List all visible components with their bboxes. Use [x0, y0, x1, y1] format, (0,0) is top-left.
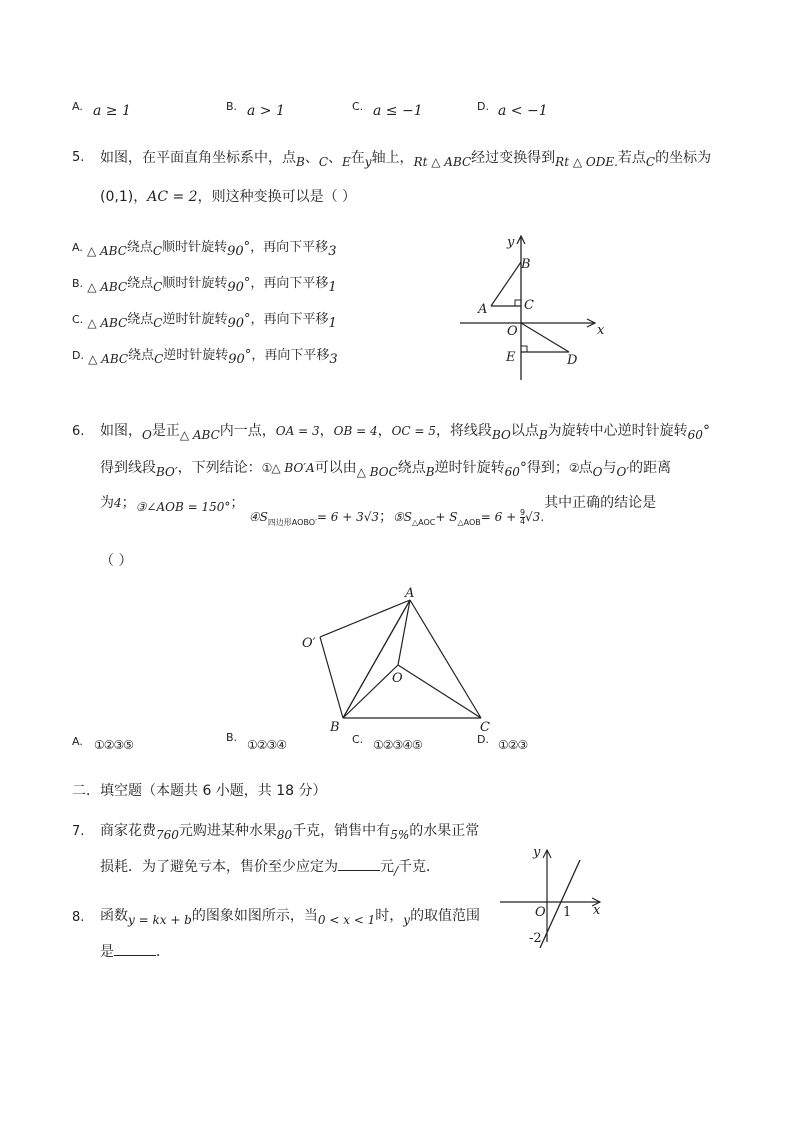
- q6-line-1: 如图，O是正△ ABC内一点，OA = 3，OB = 4，OC = 5，将线段BO以点B为旋转中心逆时针旋转60°: [100, 423, 710, 442]
- q6-segment-ac: [410, 600, 481, 718]
- q6-option-a-value: ①②③⑤: [94, 738, 134, 752]
- q8-line-2: 是 ．: [100, 944, 170, 960]
- q6-label-o-prime: O′: [302, 636, 316, 651]
- q6-option-b-letter: B.: [226, 731, 238, 744]
- q8-answer-blank[interactable]: [114, 943, 156, 956]
- q5-label-b: B: [521, 257, 531, 272]
- q8-line-1: 函数y = kx + b的图象如图所示，当0 < x < 1时，y的取值范围: [100, 908, 481, 927]
- q6-line-3: 为4；③∠AOB = 150°； $④S_{四边形AOBO'}= 6 + 3√3$；$⑤S_{\triangle AOC}+ S_{\triangle AOB}= 6$ + $\frac{9}{4}$ √3.其中正确的结论是: [100, 495, 657, 527]
- q6-label-b: B: [330, 720, 340, 735]
- q8-label-o: O: [535, 905, 546, 920]
- q4-option-d-value: a < −1: [498, 103, 548, 119]
- q5-figure: [455, 228, 615, 383]
- q6-segment-bo: [343, 665, 398, 718]
- q6-option-b-value: ①②③④: [247, 738, 287, 752]
- q6-label-a: A: [405, 586, 415, 601]
- q5-label-c: C: [524, 298, 534, 313]
- q6-label-c: C: [480, 720, 490, 735]
- q6-number: 6.: [72, 424, 85, 439]
- q6-label-o: O: [392, 671, 403, 686]
- q5-right-angle-e: [521, 346, 527, 352]
- q8-number: 8.: [72, 910, 85, 925]
- q6-option-d-value: ①②③: [498, 738, 528, 752]
- q4-option-d-letter: D.: [477, 100, 489, 113]
- q6-option-d-letter: D.: [477, 733, 489, 746]
- q5-segment-od: [521, 323, 569, 352]
- q4-option-b-value: a > 1: [247, 103, 285, 119]
- q5-option-a: A. △ ABC绕点C顺时针旋转90°，再向下平移3: [72, 240, 337, 259]
- q6-option-c-letter: C.: [352, 733, 364, 746]
- q5-label-a: A: [478, 302, 488, 317]
- q6-answer-bracket: （ ）: [100, 553, 133, 569]
- q5-segment-ab: [491, 262, 521, 306]
- q8-function-line: [540, 860, 580, 948]
- q4-option-b-letter: B.: [226, 100, 238, 113]
- q5-number: 5.: [72, 150, 85, 165]
- q8-label-y: y: [533, 845, 541, 860]
- q7-number: 7.: [72, 824, 85, 839]
- q5-label-d: D: [567, 353, 578, 368]
- q5-label-e: E: [506, 350, 516, 365]
- q7-line-1: 商家花费760元购进某种水果80千克，销售中有5%的水果正常: [100, 823, 480, 842]
- q5-line-1: 如图，在平面直角坐标系中，点B、C、E在y轴上，Rt △ ABC经过变换得到Rt △ ODE.若点C的坐标为: [100, 150, 712, 169]
- q5-option-c: C. △ ABC绕点C逆时针旋转90°，再向下平移1: [72, 312, 337, 331]
- q8-label-x: x: [593, 903, 601, 918]
- q5-option-d: D. △ ABC绕点C逆时针旋转90°，再向下平移3: [72, 348, 338, 367]
- q6-segment-co: [398, 665, 481, 718]
- q5-label-y: y: [507, 235, 515, 250]
- q5-label-o: O: [507, 324, 518, 339]
- q6-segment-bo-prime: [320, 637, 343, 718]
- q4-option-a-letter: A.: [72, 100, 83, 113]
- q6-option-a-letter: A.: [72, 735, 83, 748]
- q6-figure: [290, 585, 510, 735]
- q8-label-minus-two: -2: [529, 931, 542, 946]
- q6-segment-ba: [343, 600, 410, 718]
- q4-option-a-value: a ≥ 1: [93, 103, 131, 119]
- q6-line-2: 得到线段BO′，下列结论：①△ BO′A可以由△ BOC绕点B逆时针旋转60°得到；②点O与O′的距离: [100, 460, 672, 479]
- q5-option-b: B. △ ABC绕点C顺时针旋转90°，再向下平移1: [72, 276, 337, 295]
- q5-label-x: x: [597, 323, 605, 338]
- q7-line-2: 损耗．为了避免亏本，售价至少应定为 元/千克．: [100, 859, 441, 878]
- q5-right-angle-c: [515, 300, 521, 306]
- section-2-heading: 二．填空题（本题共 6 小题，共 18 分）: [72, 783, 327, 799]
- q8-figure: [495, 842, 610, 954]
- q4-option-c-letter: C.: [352, 100, 364, 113]
- q4-option-c-value: a ≤ −1: [373, 103, 423, 119]
- q6-segment-ao-prime: [320, 600, 410, 637]
- q5-line-2: (0,1)，AC = 2，则这种变换可以是（ ）: [100, 189, 357, 205]
- q6-option-c-value: ①②③④⑤: [373, 738, 422, 752]
- q8-label-one: 1: [563, 905, 572, 920]
- q7-answer-blank[interactable]: [338, 858, 380, 871]
